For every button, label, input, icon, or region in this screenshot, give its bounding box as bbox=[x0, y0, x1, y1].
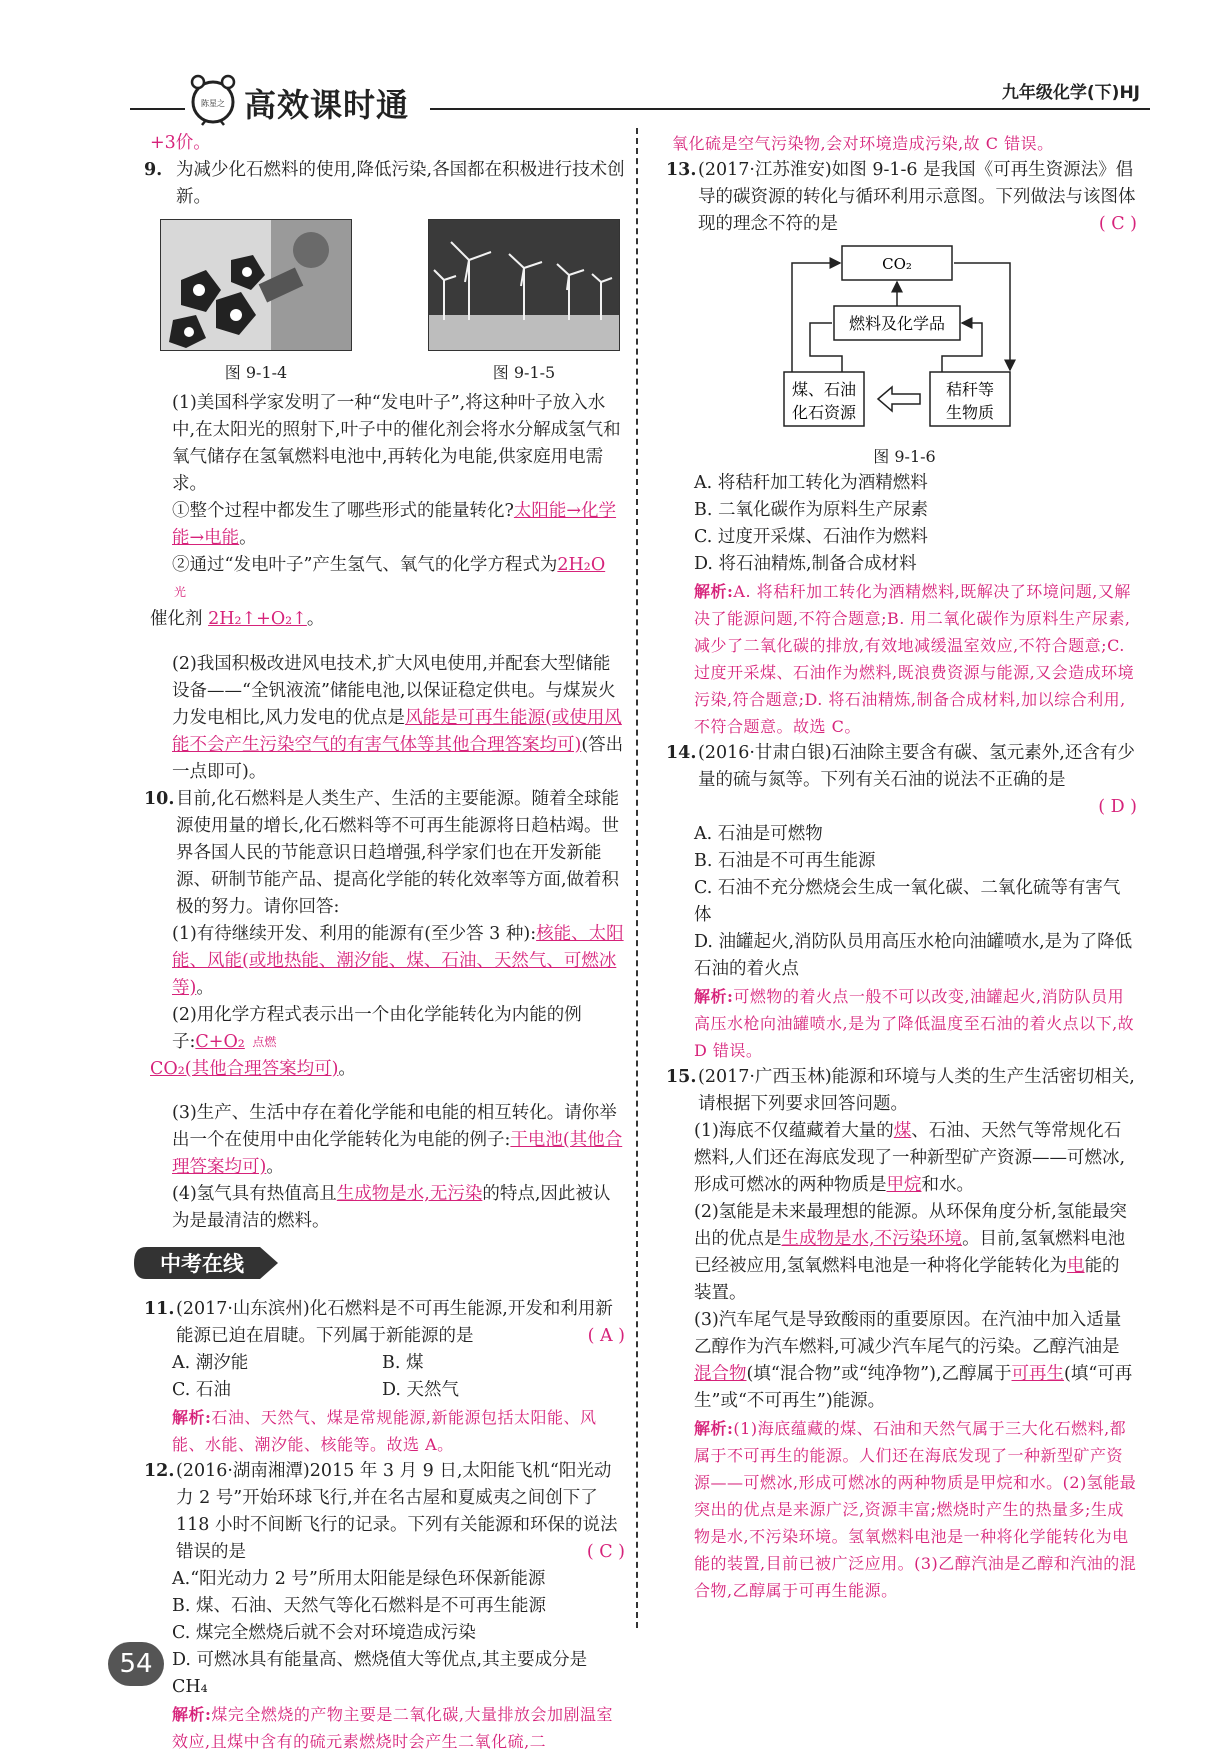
question-stem: 为减少化石燃料的使用,降低污染,各国都在积极进行技术创新。 bbox=[176, 160, 625, 207]
question-stem: (2017·江苏淮安)如图 9-1-6 是我国《可再生资源法》倡导的碳资源的转化与循环利用示意图。下列做法与该图体现的理念不符的是 bbox=[698, 160, 1136, 234]
section-badge-label: 中考在线 bbox=[160, 1252, 244, 1276]
answer-blank: 电 bbox=[1067, 1256, 1085, 1276]
q15-part2-c: 能的装置。 bbox=[694, 1256, 1120, 1303]
biomass-label-1: 秸秆等 bbox=[945, 380, 995, 399]
q9-part2 bbox=[150, 651, 625, 786]
reaction-condition bbox=[252, 1036, 276, 1049]
q15-part2-b: 。目前,氢氧燃料电池已经被应用,氢氧燃料电池是一种将化学能转化为 bbox=[694, 1229, 1126, 1276]
question-number: 14. bbox=[666, 743, 697, 763]
question-13 bbox=[666, 157, 1137, 238]
figure-caption: 图 9-1-5 bbox=[492, 363, 556, 382]
question-stem: (2017·山东滨州)化石燃料是不可再生能源,开发和利用新能源已迫在眉睫。下列属于新能源的是 bbox=[176, 1299, 613, 1346]
answer-blank: 核能、太阳能、风能(或地热能、潮汐能、煤、石油、天然气、可燃冰等) bbox=[172, 923, 624, 998]
answer-blank: 干电池(其他合理答案均可) bbox=[172, 1130, 623, 1177]
question-stem: (2017·广西玉林)能源和环境与人类的生产生活密切相关,请根据下列要求回答问题。 bbox=[698, 1067, 1135, 1114]
question-9 bbox=[144, 157, 625, 211]
explanation bbox=[672, 578, 1137, 740]
explanation-text: (1)海底蕴藏的煤、石油和天然气属于三大化石燃料,都属于不可再生的能源。人们还在海底发现了一种新型矿产资源——可燃冰,形成可燃冰的两种物质是甲烷和水。(2)氢能最突出的优点是来源广泛,资源丰富;燃烧时产生的热量多;生成物是水,不污染环境。氢氧燃料电池是一种将化学能转化为电能的装置,目前已被广泛应用。(3)乙醇汽油是乙醇和汽油的混合物,乙醇属于可再生能源。 bbox=[694, 1419, 1137, 1600]
answer-blank: 风能是可再生能源(或使用风能不会产生污染空气的有害气体等其他合理答案均可) bbox=[172, 707, 622, 755]
answer-blank: 生成物是水,无污染 bbox=[336, 1184, 483, 1204]
q9-part2-prompt: (2)我国积极改进风电技术,扩大风电使用,并配套大型储能设备——“全钒液流”储能电池,以保证稳定供电。与煤炭火力发电相比,风力发电的优点是 bbox=[172, 653, 616, 728]
figure-row bbox=[160, 219, 620, 386]
options-row bbox=[150, 1350, 625, 1377]
condition-bottom: 催化剂 bbox=[150, 609, 203, 629]
fuel-label: 燃料及化学品 bbox=[848, 314, 946, 333]
option-c: C. 过度开采煤、石油作为燃料 bbox=[694, 527, 928, 547]
explanation-label: 解析: bbox=[172, 1705, 212, 1724]
answer-choice: ( C ) bbox=[586, 1542, 625, 1562]
question-number: 13. bbox=[666, 160, 697, 180]
reaction-condition bbox=[174, 586, 186, 599]
q9-part1: (1)美国科学家发明了一种“发电叶子”,将这种叶子放入水中,在太阳光的照射下,叶子中的催化剂会将水分解成氢气和氧气储存在氢氧燃料电池中,再转化为电能,供家庭用电需求。 bbox=[172, 393, 621, 494]
right-column bbox=[666, 130, 1137, 1604]
alarm-clock-icon bbox=[186, 72, 240, 126]
equation-right: CO₂(其他合理答案均可) bbox=[150, 1058, 339, 1079]
option-d: D. 可燃冰具有能量高、燃烧值大等优点,其主要成分是 CH₄ bbox=[172, 1650, 588, 1697]
option-a: A. 将秸秆加工转化为酒精燃料 bbox=[694, 473, 928, 493]
grade-label: 九年级化学(下)HJ bbox=[1001, 83, 1140, 103]
condition-top: 点燃 bbox=[252, 1034, 277, 1049]
q15-part3-b: (填“混合物”或“纯净物”),乙醇属于 bbox=[746, 1364, 1012, 1384]
option-d: D. 油罐起火,消防队员用高压水枪向油罐喷水,是为了降低石油的着火点 bbox=[694, 932, 1133, 979]
q9-sub2 bbox=[150, 552, 625, 606]
q15-part3 bbox=[672, 1307, 1137, 1415]
equation-left: 2H₂O bbox=[557, 555, 606, 575]
question-15 bbox=[666, 1064, 1137, 1118]
figure-9-1-4 bbox=[160, 219, 352, 386]
q10-part4-prompt: (4)氢气具有热值高且 bbox=[172, 1184, 337, 1204]
option-c: C. 石油 bbox=[172, 1380, 231, 1400]
figure-caption: 图 9-1-4 bbox=[224, 363, 288, 382]
answer-blank: 甲烷 bbox=[886, 1175, 922, 1195]
left-column bbox=[144, 130, 625, 1755]
q15-part3-c: (填“可再生”或“不可再生”)能源。 bbox=[694, 1364, 1133, 1411]
explanation-text: A. 将秸秆加工转化为酒精燃料,既解决了环境问题,又解决了能源问题,不符合题意;B. 用二氧化碳作为原料生产尿素,减少了二氧化碳的排放,有效地减缓温室效应,不符合题意;C. 过度开采煤、石油作为燃料,既浪费资源与能源,又会造成环境污染,符合题意;D. 将石油精炼,制备合成材料,加以综合利用,不符合题意。故选 C。 bbox=[694, 582, 1135, 736]
wind-turbines-photo bbox=[428, 219, 620, 351]
co2-label: CO₂ bbox=[882, 255, 912, 273]
continued-explanation: 氧化硫是空气污染物,会对环境造成污染,故 C 错误。 bbox=[672, 134, 1054, 153]
question-14 bbox=[666, 740, 1137, 821]
q9-sub1-prompt: ①整个过程中都发生了哪些形式的能量转化? bbox=[172, 501, 514, 521]
q15-part3-a: (3)汽车尾气是导致酸雨的重要原因。在汽油中加入适量乙醇作为汽车燃料,可减少汽车尾气的污染。乙醇汽油是 bbox=[694, 1310, 1122, 1357]
q15-part1-c: 和水。 bbox=[921, 1175, 974, 1195]
explanation-label: 解析: bbox=[694, 987, 734, 1006]
answer-choice: ( C ) bbox=[1098, 214, 1137, 234]
header-rule-right bbox=[430, 108, 1150, 110]
option-c: C. 煤完全燃烧后就不会对环境造成污染 bbox=[172, 1623, 476, 1643]
answer-blank: 可再生 bbox=[1011, 1364, 1065, 1384]
question-10 bbox=[144, 786, 625, 921]
punctuation: 。 bbox=[306, 609, 325, 629]
page-header bbox=[130, 66, 1140, 126]
leaf-device-photo bbox=[160, 219, 352, 351]
q9-sub2-prompt: ②通过“发电叶子”产生氢气、氧气的化学方程式为 bbox=[172, 555, 558, 575]
explanation bbox=[672, 1415, 1137, 1604]
fossil-label-1: 煤、石油 bbox=[791, 380, 857, 399]
page-number: 54 bbox=[108, 1642, 164, 1686]
carbon-cycle-diagram bbox=[782, 244, 1022, 434]
option-a: A. 石油是可燃物 bbox=[694, 824, 823, 844]
explanation-label: 解析: bbox=[694, 582, 734, 601]
answer-blank: 煤 bbox=[893, 1121, 912, 1141]
q10-part1 bbox=[150, 921, 625, 1002]
punctuation: 。 bbox=[239, 528, 257, 548]
q10-part3 bbox=[150, 1100, 625, 1181]
biomass-label-2: 生物质 bbox=[945, 403, 995, 422]
figure-caption: 图 9-1-6 bbox=[873, 447, 936, 466]
section-badge bbox=[132, 1245, 625, 1290]
q15-part1-a: (1)海底不仅蕴藏着大量的 bbox=[694, 1121, 894, 1141]
question-11 bbox=[144, 1296, 625, 1350]
options-row bbox=[150, 1377, 625, 1404]
explanation-text: 煤完全燃烧的产物主要是二氧化碳,大量排放会加剧温室效应,且煤中含有的硫元素燃烧时会产生二氧化硫,二 bbox=[172, 1705, 614, 1751]
explanation bbox=[672, 983, 1137, 1064]
q10-part2 bbox=[150, 1002, 625, 1056]
q9-sub1 bbox=[150, 498, 625, 552]
explanation-label: 解析: bbox=[694, 1419, 734, 1438]
brand-title: 高效课时通 bbox=[244, 86, 410, 124]
explanation bbox=[150, 1701, 625, 1755]
question-number: 10. bbox=[144, 788, 175, 809]
option-d: D. 天然气 bbox=[382, 1380, 460, 1400]
answer-blank: 太阳能→化学能→电能 bbox=[172, 501, 617, 548]
option-a: A.“阳光动力 2 号”所用太阳能是绿色环保新能源 bbox=[172, 1569, 546, 1589]
punctuation: 。 bbox=[338, 1058, 356, 1079]
q15-part2 bbox=[672, 1199, 1137, 1307]
option-d: D. 将石油精炼,制备合成材料 bbox=[694, 554, 917, 574]
question-number: 15. bbox=[666, 1067, 697, 1087]
explanation-label: 解析: bbox=[172, 1408, 212, 1427]
answer-choice: ( D ) bbox=[1098, 797, 1137, 817]
q10-part4 bbox=[150, 1181, 625, 1235]
answer-choice: ( A ) bbox=[587, 1326, 625, 1346]
equation-right: 2H₂↑+O₂↑ bbox=[208, 609, 307, 629]
hollow-arrow-icon bbox=[878, 387, 920, 411]
option-b: B. 煤、石油、天然气等化石燃料是不可再生能源 bbox=[172, 1596, 546, 1616]
question-stem: 目前,化石燃料是人类生产、生活的主要能源。随着全球能源使用量的增长,化石燃料等不可再生能源将日趋枯竭。世界各国人民的节能意识日趋增强,科学家们也在开发新能源、研制节能产品、提高化学能的转化效率等方面,做着积极的努力。请你回答: bbox=[176, 788, 620, 917]
question-number: 11. bbox=[144, 1299, 175, 1319]
q9-part2-tail: (答出一点即可)。 bbox=[172, 734, 624, 782]
q15-part1 bbox=[672, 1118, 1137, 1199]
question-number: 12. bbox=[144, 1461, 175, 1481]
equation-left: C+O₂ bbox=[195, 1031, 245, 1052]
fossil-label-2: 化石资源 bbox=[791, 403, 857, 422]
badge-shape bbox=[132, 1245, 282, 1281]
q15-part2-a: (2)氢能是未来最理想的能源。从环保角度分析,氢能最突出的优点是 bbox=[694, 1202, 1127, 1249]
option-a: A. 潮汐能 bbox=[172, 1353, 249, 1373]
q10-part3-prompt: (3)生产、生活中存在着化学能和电能的相互转化。请你举出一个在使用中由化学能转化为电能的例子: bbox=[172, 1103, 617, 1150]
q15-part1-b: 、石油、天然气等常规化石燃料,人们还在海底发现了一种新型矿产资源——可燃冰,形成可燃冰的两种物质是 bbox=[694, 1121, 1126, 1195]
q10-part1-prompt: (1)有待继续开发、利用的能源有(至少答 3 种): bbox=[172, 923, 537, 944]
punctuation: 。 bbox=[196, 977, 214, 998]
answer-blank: 生成物是水,不污染环境 bbox=[781, 1229, 963, 1249]
option-c: C. 石油不充分燃烧会生成一氧化碳、二氧化硫等有害气体 bbox=[694, 878, 1121, 925]
question-stem: (2016·甘肃白银)石油除主要含有碳、氢元素外,还含有少量的硫与氮等。下列有关石油的说法不正确的是 bbox=[698, 743, 1135, 790]
question-number: 9. bbox=[144, 160, 163, 180]
question-stem: (2016·湖南湘潭)2015 年 3 月 9 日,太阳能飞机“阳光动力 2 号”开始环球飞行,并在名古屋和夏威夷之间创下了 118 小时不间断飞行的记录。下列有关能源和环保的说法错误的是 bbox=[176, 1461, 618, 1562]
answer-blank: 混合物 bbox=[694, 1364, 747, 1384]
explanation-text: 可燃物的着火点一般不可以改变,油罐起火,消防队员用高压水枪向油罐喷水,是为了降低温度至石油的着火点以下,故 D 错误。 bbox=[694, 987, 1135, 1060]
q10-part2-prompt: (2)用化学方程式表示出一个由化学能转化为内能的例子: bbox=[172, 1004, 582, 1052]
explanation-text: 石油、天然气、煤是常规能源,新能源包括太阳能、风能、水能、潮汐能、核能等。故选 A。 bbox=[172, 1408, 597, 1454]
condition-top: 光 bbox=[174, 585, 187, 599]
option-b: B. 二氧化碳作为原料生产尿素 bbox=[694, 500, 928, 520]
option-b: B. 煤 bbox=[382, 1353, 424, 1373]
continued-answer: +3价。 bbox=[150, 133, 211, 153]
explanation bbox=[150, 1404, 625, 1458]
column-divider bbox=[636, 128, 638, 1628]
clock-lettering: 陈星之 bbox=[201, 99, 225, 108]
header-rule-left bbox=[130, 108, 185, 110]
figure-9-1-5 bbox=[428, 219, 620, 386]
q10-part4-tail: 的特点,因此被认为是最清洁的燃料。 bbox=[172, 1184, 611, 1231]
punctuation: 。 bbox=[266, 1157, 284, 1177]
question-12 bbox=[144, 1458, 625, 1566]
option-b: B. 石油是不可再生能源 bbox=[694, 851, 876, 871]
